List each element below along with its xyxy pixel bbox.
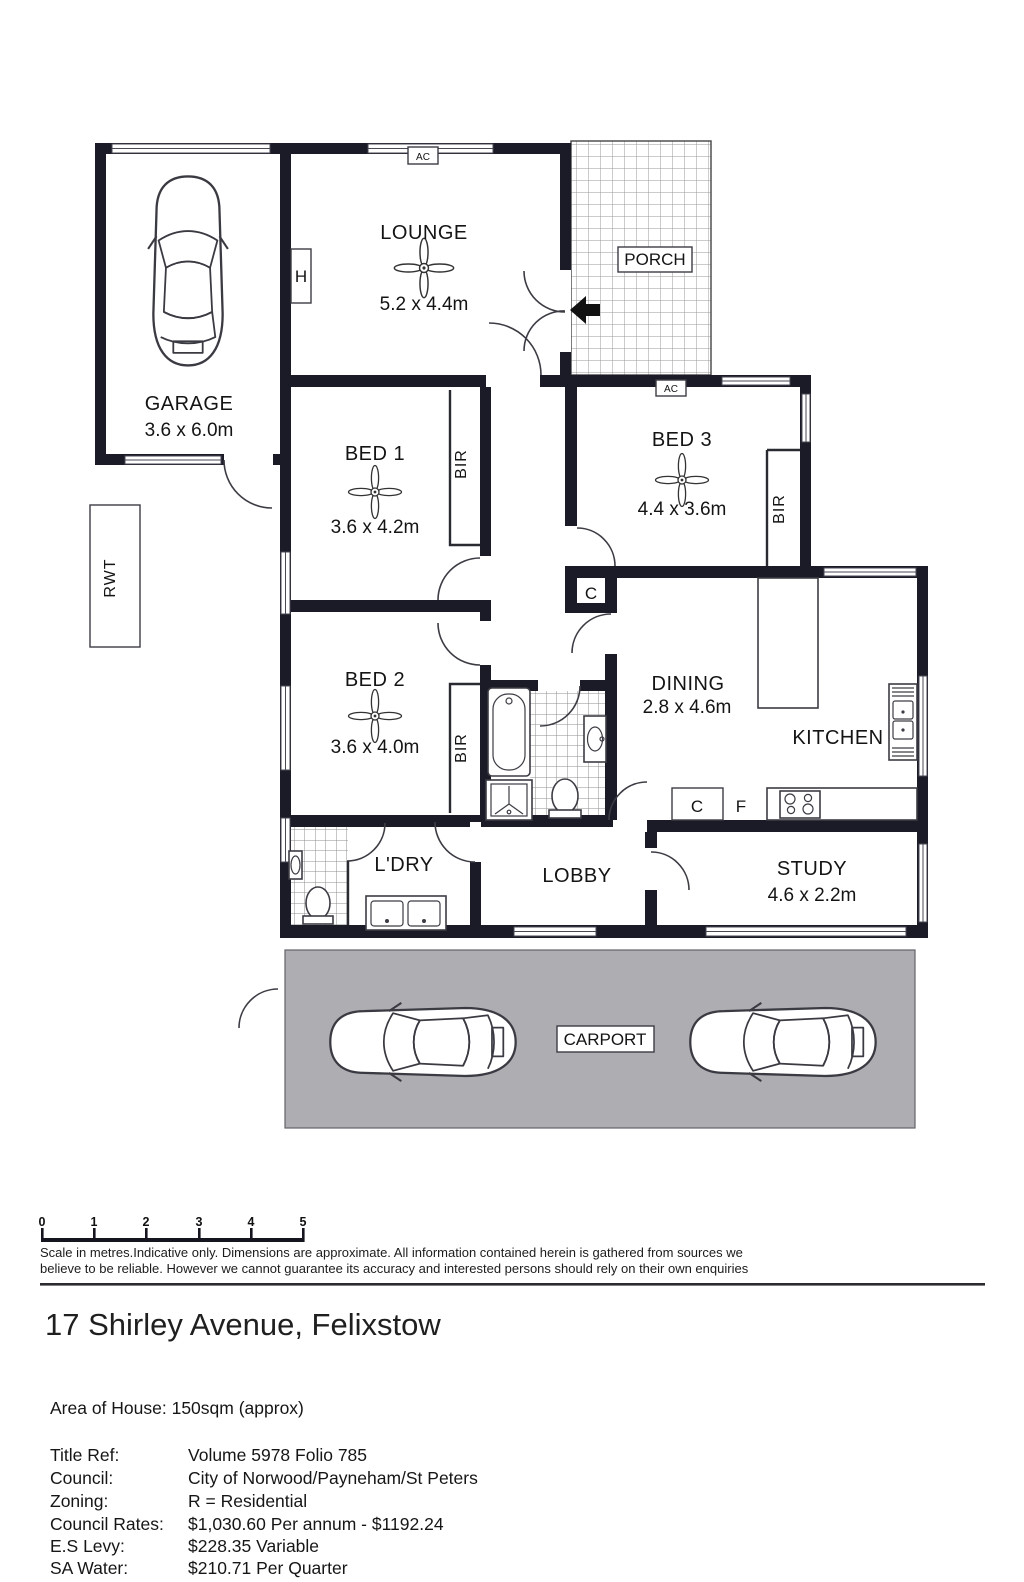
- fridge-label: F: [735, 797, 747, 816]
- detail-value: City of Norwood/Payneham/St Peters: [188, 1468, 478, 1488]
- detail-value: Volume 5978 Folio 785: [188, 1445, 368, 1465]
- hot-water-label: H: [294, 267, 308, 286]
- cupboard-label-kitchen: C: [690, 797, 704, 816]
- cupboard-label-hall: C: [584, 584, 598, 603]
- room-dims-bed2: 3.6 x 4.0m: [330, 737, 420, 758]
- room-label-bed2: BED 2: [344, 669, 406, 691]
- detail-value: R = Residential: [188, 1491, 308, 1511]
- bir-label-bed1: BIR: [453, 449, 470, 479]
- ac-label-lounge: AC: [416, 152, 430, 163]
- room-label-lobby: LOBBY: [542, 865, 612, 887]
- laundry-trough-icon: [366, 896, 446, 930]
- wc-basin-icon: [289, 851, 302, 879]
- disclaimer-line2: believe to be reliable. However we cannot guarantee its accuracy and interested persons should rely on their own enquiries: [40, 1261, 749, 1276]
- room-label-laundry: L'DRY: [374, 854, 434, 876]
- scale-tick-4: 4: [247, 1215, 255, 1229]
- detail-label: Council Rates:: [50, 1514, 164, 1534]
- garage-car-icon: [148, 176, 228, 365]
- bir-label-bed3: BIR: [771, 494, 788, 524]
- rwt-label: RWT: [102, 558, 119, 598]
- scale-tick-3: 3: [195, 1215, 203, 1229]
- room-label-garage: GARAGE: [144, 393, 234, 415]
- room-label-bed3: BED 3: [651, 429, 713, 451]
- vanity-icon: [584, 716, 606, 762]
- ac-label-bed3: AC: [664, 384, 678, 395]
- detail-label: SA Water:: [50, 1558, 129, 1578]
- bathtub-icon: [488, 688, 530, 776]
- room-label-dining: DINING: [651, 673, 725, 695]
- scale-tick-0: 0: [38, 1215, 46, 1229]
- room-dims-garage: 3.6 x 6.0m: [144, 420, 234, 441]
- shower-icon: [486, 780, 532, 820]
- divider-line: [40, 1283, 985, 1286]
- bir-label-bed2: BIR: [453, 733, 470, 763]
- cooktop-icon: [780, 791, 820, 818]
- scale-tick-1: 1: [90, 1215, 98, 1229]
- kitchen-sink-icon: [889, 684, 917, 760]
- room-dims-study: 4.6 x 2.2m: [767, 885, 857, 906]
- disclaimer-line1: Scale in metres.Indicative only. Dimensions are approximate. All information contained herein is gathered from sources we: [40, 1245, 743, 1260]
- scale-tick-5: 5: [299, 1215, 307, 1229]
- room-label-carport: CARPORT: [563, 1030, 647, 1049]
- room-dims-bed1: 3.6 x 4.2m: [330, 517, 420, 538]
- room-label-kitchen: KITCHEN: [792, 727, 884, 749]
- room-dims-dining: 2.8 x 4.6m: [642, 697, 732, 718]
- kitchen-island-bench: [758, 578, 818, 708]
- room-label-porch: PORCH: [624, 250, 686, 269]
- carport-car-left-icon: [330, 1003, 515, 1081]
- room-label-study: STUDY: [776, 858, 848, 880]
- garage-door: [112, 144, 270, 153]
- detail-label: Council:: [50, 1468, 114, 1488]
- area-of-house: Area of House: 150sqm (approx): [50, 1398, 304, 1418]
- room-label-bed1: BED 1: [344, 443, 406, 465]
- room-label-lounge: LOUNGE: [380, 222, 468, 244]
- room-dims-lounge: 5.2 x 4.4m: [379, 294, 469, 315]
- detail-label: Zoning:: [50, 1491, 109, 1511]
- detail-value: $1,030.60 Per annum - $1192.24: [188, 1514, 444, 1534]
- detail-value: $228.35 Variable: [188, 1536, 320, 1556]
- address-title: 17 Shirley Avenue, Felixstow: [45, 1307, 441, 1342]
- detail-value: $210.71 Per Quarter: [188, 1558, 348, 1578]
- detail-label: Title Ref:: [50, 1445, 120, 1465]
- carport-car-right-icon: [690, 1003, 875, 1081]
- scale-tick-2: 2: [142, 1215, 150, 1229]
- detail-label: E.S Levy:: [50, 1536, 125, 1556]
- room-dims-bed3: 4.4 x 3.6m: [637, 499, 727, 520]
